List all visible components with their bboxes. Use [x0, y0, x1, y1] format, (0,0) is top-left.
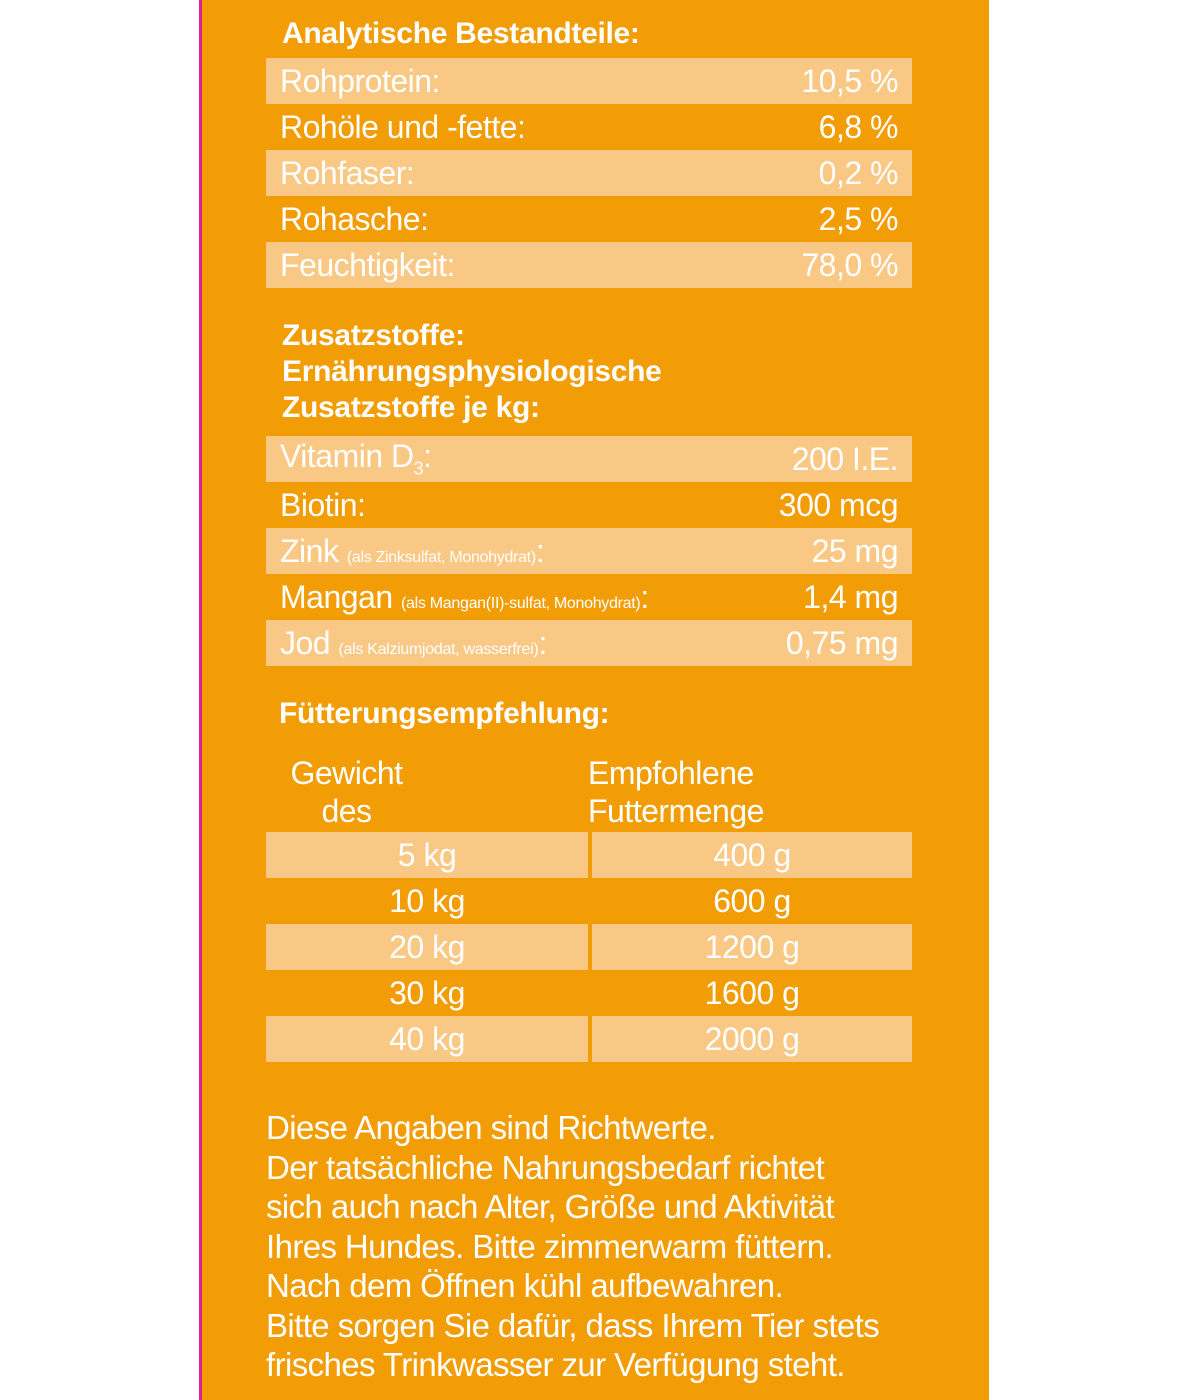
analytic-row — [266, 242, 912, 288]
weight-header-line: des — [321, 793, 372, 829]
analytic-label: Rohasche: — [280, 200, 429, 237]
amount-cell: 1200 g — [592, 924, 912, 970]
additive-value: 200 I.E. — [791, 440, 898, 477]
analytic-row — [266, 196, 912, 242]
analytic-row — [266, 104, 912, 150]
additives-heading — [282, 318, 662, 426]
analytic-label: Feuchtigkeit: — [280, 246, 455, 283]
amount-cell: 400 g — [592, 832, 912, 878]
analytic-label: Rohfaser: — [280, 154, 415, 191]
additive-name: Mangan — [280, 578, 393, 615]
feeding-row — [266, 832, 912, 878]
additive-label — [280, 438, 432, 479]
analytic-label: Rohprotein: — [280, 62, 440, 99]
feeding-row — [266, 970, 912, 1016]
additives-heading-line: Zusatzstoffe je kg: — [282, 391, 540, 424]
additive-label — [280, 625, 547, 662]
additive-colon: : — [535, 532, 545, 569]
additive-colon: : — [538, 624, 547, 661]
feeding-row — [266, 878, 912, 924]
analytic-heading: Analytische Bestandteile: — [282, 17, 640, 50]
additive-row — [266, 528, 912, 574]
additive-label — [280, 533, 544, 570]
feeding-table — [266, 832, 912, 1062]
additive-label — [280, 579, 649, 616]
additive-name: Zink — [280, 532, 339, 569]
additive-label: Biotin: — [280, 486, 366, 523]
additive-value: 300 mcg — [778, 486, 898, 523]
additive-value: 25 mg — [811, 532, 898, 569]
weight-cell: 40 kg — [266, 1016, 588, 1062]
additive-value: 1,4 mg — [803, 578, 898, 615]
additives-heading-line: Ernährungsphysiologische — [282, 355, 662, 388]
amount-header-line: Empfohlene — [588, 755, 754, 791]
feeding-note — [266, 1108, 966, 1385]
analytic-value: 2,5 % — [818, 200, 898, 237]
note-line: Ihres Hundes. Bitte zimmerwarm füttern. — [266, 1227, 834, 1265]
note-line: Diese Angaben sind Richtwerte. — [266, 1109, 716, 1146]
weight-cell: 10 kg — [389, 882, 465, 919]
analytic-row — [266, 58, 912, 104]
additive-row — [266, 482, 912, 528]
feeding-row — [266, 1016, 912, 1062]
note-line: sich auch nach Alter, Größe und Aktivität — [266, 1188, 834, 1225]
additive-name: Vitamin D — [280, 438, 414, 475]
analytic-row — [266, 150, 912, 196]
analytic-label: Rohöle und -fette: — [280, 108, 526, 145]
weight-cell: 30 kg — [389, 974, 465, 1011]
additive-row — [266, 436, 912, 482]
analytic-value: 78,0 % — [801, 246, 898, 283]
additive-value: 0,75 mg — [785, 624, 898, 661]
additive-subscript: 3 — [413, 458, 424, 479]
additive-colon: : — [423, 438, 432, 475]
label-panel — [199, 0, 989, 1400]
additive-detail: (als Mangan(II)-sulfat, Monohydrat) — [401, 594, 641, 612]
note-line: frisches Trinkwasser zur Verfügung steht. — [266, 1346, 845, 1383]
additives-heading-line: Zusatzstoffe: — [282, 319, 465, 352]
additive-detail: (als Kalziumjodat, wasserfrei) — [338, 640, 539, 658]
amount-cell: 1600 g — [704, 974, 800, 1011]
note-line: Nach dem Öffnen kühl aufbewahren. — [266, 1267, 784, 1304]
additive-detail: (als Zinksulfat, Monohydrat) — [346, 548, 536, 566]
feeding-row — [266, 924, 912, 970]
amount-cell: 2000 g — [592, 1016, 912, 1062]
note-line: Bitte sorgen Sie dafür, dass Ihrem Tier stets — [266, 1306, 880, 1344]
amount-cell: 600 g — [713, 882, 791, 919]
weight-cell: 20 kg — [266, 924, 588, 970]
additive-colon: : — [640, 578, 649, 615]
analytic-value: 10,5 % — [801, 62, 898, 99]
additive-name: Jod — [280, 624, 331, 661]
additives-table — [266, 436, 912, 666]
weight-cell: 5 kg — [266, 832, 588, 878]
weight-header-line: Gewicht — [290, 755, 403, 791]
analytic-value: 0,2 % — [818, 154, 898, 191]
additive-row — [266, 620, 912, 666]
analytic-table — [266, 58, 912, 288]
feeding-heading: Fütterungsempfehlung: — [279, 697, 610, 730]
note-line: Der tatsächliche Nahrungsbedarf richtet — [266, 1148, 825, 1186]
additive-row — [266, 574, 912, 620]
amount-header-line: Futtermenge — [588, 793, 764, 829]
analytic-value: 6,8 % — [818, 108, 898, 145]
